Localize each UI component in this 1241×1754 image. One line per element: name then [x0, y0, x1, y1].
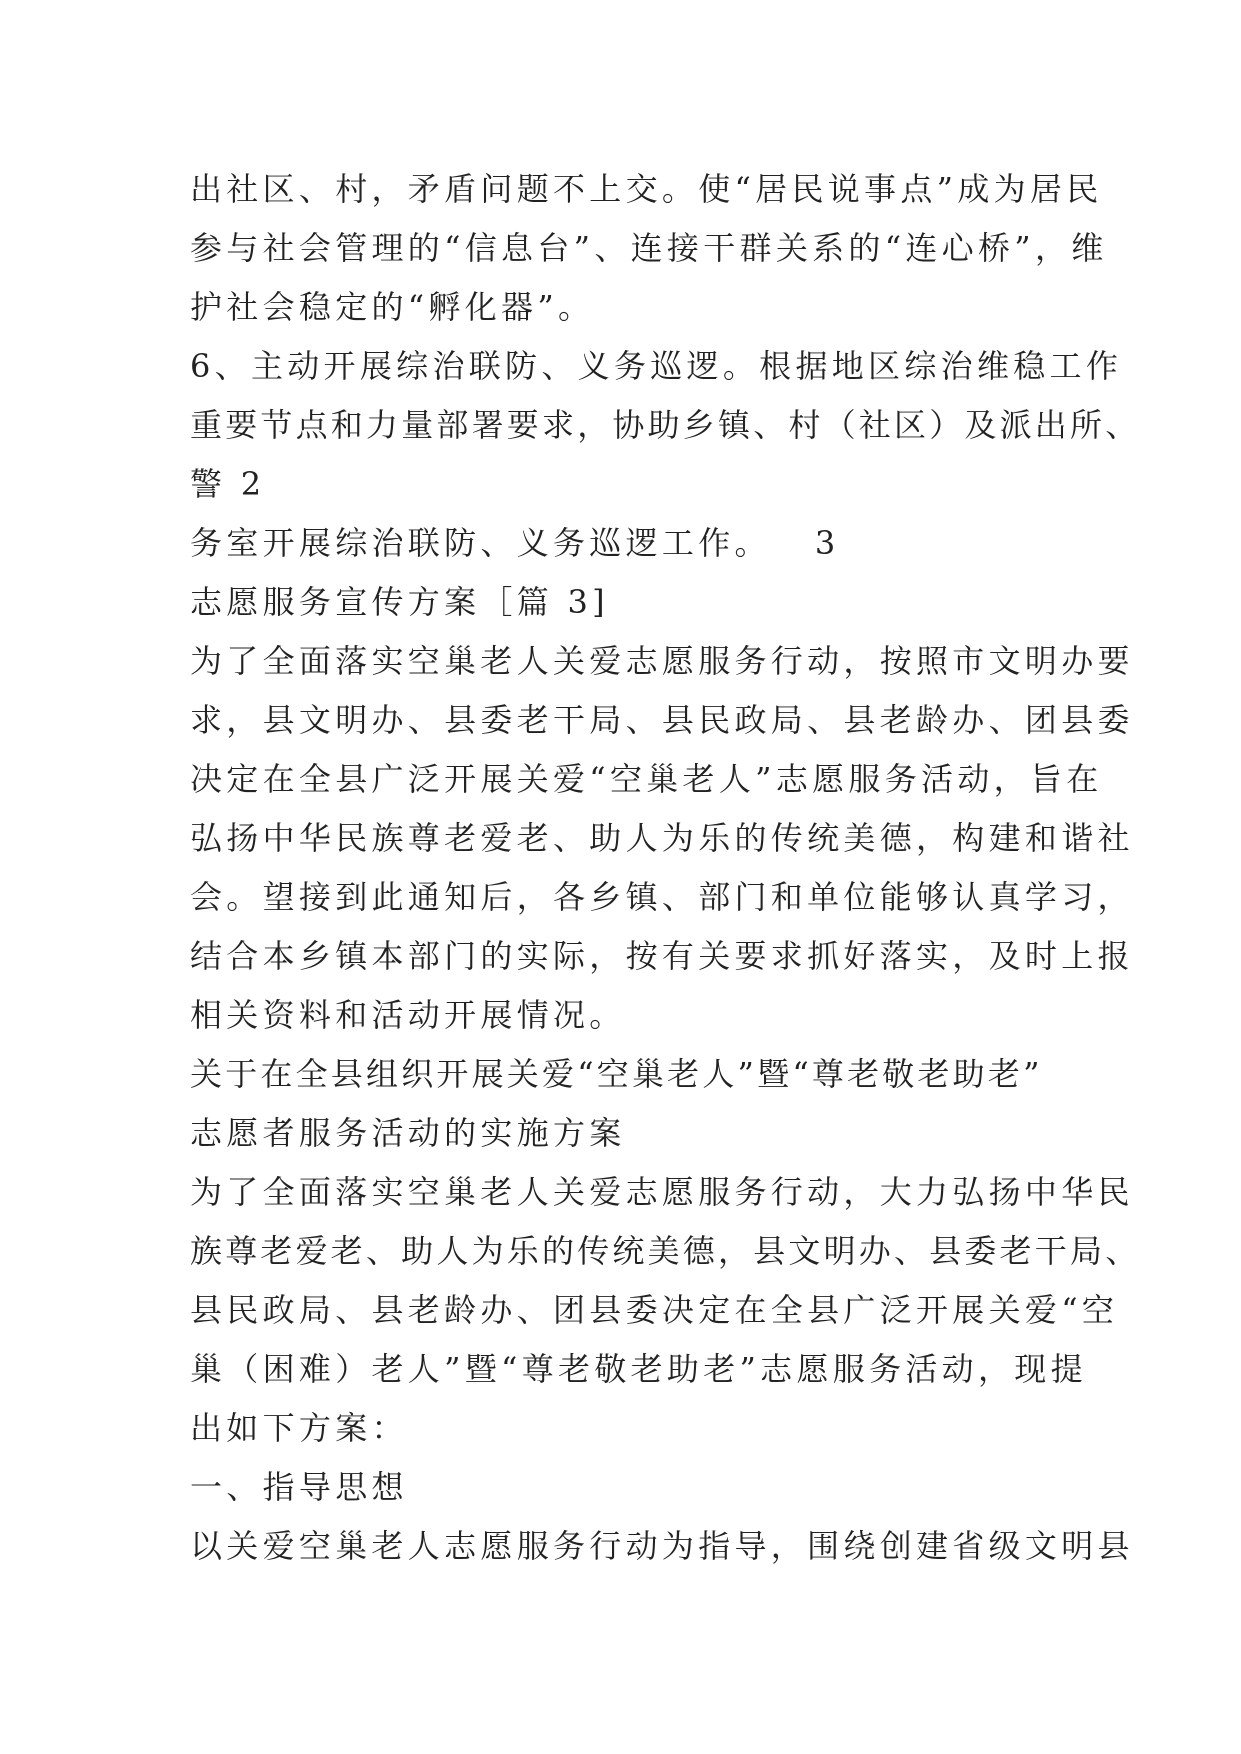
text-line: 会。望接到此通知后，各乡镇、部门和单位能够认真学习，	[190, 878, 1134, 916]
text-line: 出社区、村，矛盾问题不上交。使“居民说事点”成为居民	[190, 170, 1103, 208]
text-line: 为了全面落实空巢老人关爱志愿服务行动，按照市文明办要	[190, 642, 1134, 680]
text-line: 巢（困难）老人”暨“尊老敬老助老”志愿服务活动，现提	[190, 1350, 1087, 1388]
text-line: 参与社会管理的“信息台”、连接干群关系的“连心桥”，维	[190, 229, 1108, 267]
text-line: 求，县文明办、县委老干局、县民政局、县老龄办、团县委	[190, 701, 1134, 739]
text-line: 决定在全县广泛开展关爱“空巢老人”志愿服务活动，旨在	[190, 760, 1103, 798]
text-line: 为了全面落实空巢老人关爱志愿服务行动，大力弘扬中华民	[190, 1173, 1134, 1211]
text-line	[190, 514, 1070, 573]
page-number-fragment: 3	[814, 524, 840, 562]
text-line: 以关爱空巢老人志愿服务行动为指导，围绕创建省级文明县	[190, 1527, 1134, 1565]
text-line: 县民政局、县老龄办、团县委决定在全县广泛开展关爱“空	[190, 1291, 1119, 1329]
text-line: 警 2	[190, 465, 266, 503]
text-line: 结合本乡镇本部门的实际，按有关要求抓好落实，及时上报	[190, 937, 1134, 975]
text-line: 相关资料和活动开展情况。	[190, 996, 626, 1034]
text-fragment: 务室开展综治联防、义务巡逻工作。	[190, 524, 771, 562]
text-line: 护社会稳定的“孵化器”。	[190, 288, 595, 326]
document-body	[190, 160, 1141, 1576]
text-line: 6、主动开展综治联防、义务巡逻。根据地区综治维稳工作	[190, 347, 1123, 385]
section-heading: 志愿服务宣传方案［篇 3]	[190, 583, 609, 621]
text-line: 族尊老爱老、助人为乐的传统美德，县文明办、县委老干局、	[190, 1232, 1141, 1270]
text-line: 志愿者服务活动的实施方案	[190, 1114, 626, 1152]
text-line: 弘扬中华民族尊老爱老、助人为乐的传统美德，构建和谐社	[190, 819, 1134, 857]
section-heading: 一、指导思想	[190, 1468, 408, 1506]
text-line: 出如下方案：	[190, 1409, 408, 1447]
text-line: 关于在全县组织开展关爱“空巢老人”暨“尊老敬老助老”	[190, 1055, 1043, 1093]
text-line: 重要节点和力量部署要求，协助乡镇、村（社区）及派出所、	[190, 406, 1141, 444]
